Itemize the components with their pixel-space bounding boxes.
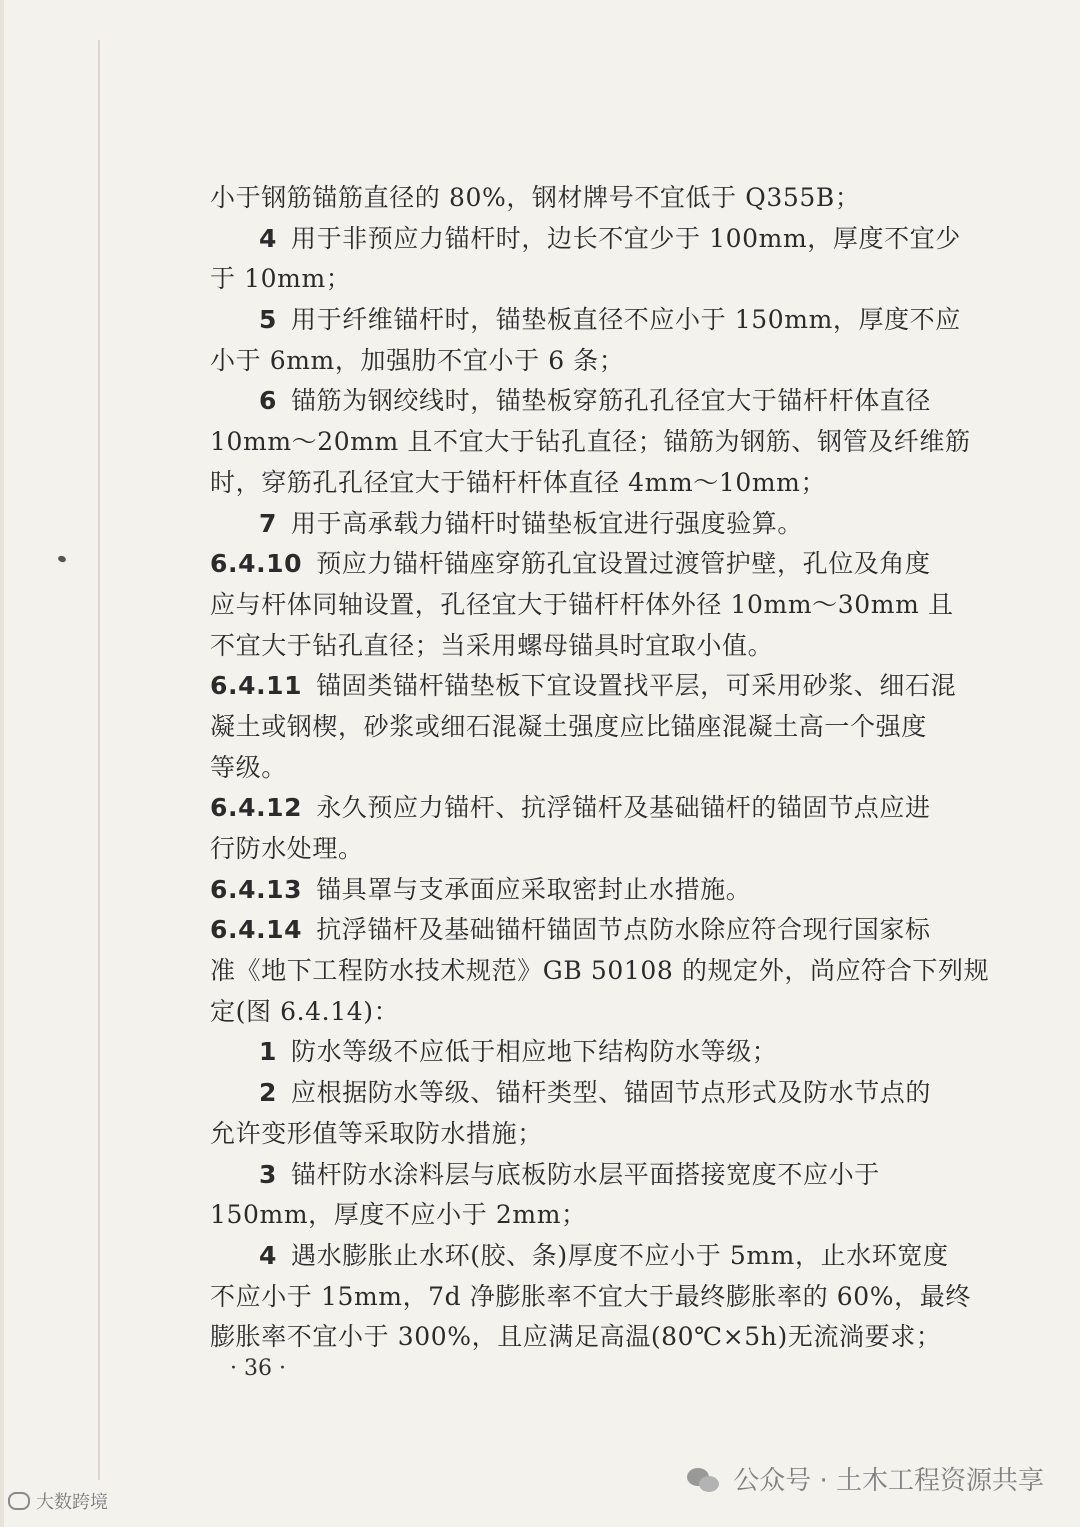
wechat-icon bbox=[687, 1464, 721, 1494]
line-text: 锚杆防水涂料层与底板防水层平面搭接宽度不应小于 bbox=[291, 1159, 880, 1189]
text-line bbox=[210, 1155, 970, 1196]
text-line bbox=[210, 1032, 970, 1073]
line-text: 防水等级不应低于相应地下结构防水等级； bbox=[291, 1037, 778, 1067]
line-text: 准《地下工程防水技术规范》GB 50108 的规定外，尚应符合下列规 bbox=[210, 956, 990, 986]
text-line bbox=[210, 504, 970, 545]
item-number: 6 bbox=[259, 386, 277, 416]
line-text: 用于高承载力锚杆时锚垫板宜进行强度验算。 bbox=[291, 508, 804, 538]
line-text: 150mm，厚度不应小于 2mm； bbox=[210, 1200, 587, 1230]
line-text: 定(图 6.4.14)： bbox=[210, 996, 400, 1026]
clause-number: 6.4.14 bbox=[210, 915, 303, 945]
corner-watermark bbox=[8, 1488, 108, 1514]
line-text: 锚筋为钢绞线时，锚垫板穿筋孔孔径宜大于锚杆杆体直径 bbox=[291, 386, 932, 416]
line-text: 用于纤维锚杆时，锚垫板直径不应小于 150mm，厚度不应 bbox=[291, 305, 961, 335]
clause-number: 6.4.13 bbox=[210, 874, 303, 904]
line-text: 凝土或钢楔，砂浆或细石混凝土强度应比锚座混凝土高一个强度 bbox=[210, 711, 927, 741]
text-line bbox=[210, 259, 970, 300]
text-line bbox=[210, 1277, 970, 1318]
text-line bbox=[210, 748, 970, 789]
text-line bbox=[210, 178, 970, 219]
line-text: 应根据防水等级、锚杆类型、锚固节点形式及防水节点的 bbox=[291, 1078, 932, 1108]
line-text: 预应力锚杆锚座穿筋孔宜设置过渡管护壁，孔位及角度 bbox=[316, 549, 931, 579]
line-text: 遇水膨胀止水环(胶、条)厚度不应小于 5mm，止水环宽度 bbox=[291, 1240, 949, 1270]
text-line bbox=[210, 870, 970, 911]
text-line bbox=[210, 544, 970, 585]
text-line bbox=[210, 1073, 970, 1114]
line-text: 应与杆体同轴设置，孔径宜大于锚杆杆体外径 10mm～30mm 且 bbox=[210, 589, 954, 619]
text-line bbox=[210, 707, 970, 748]
text-line bbox=[210, 381, 970, 422]
line-text: 于 10mm； bbox=[210, 264, 352, 294]
line-text: 等级。 bbox=[210, 752, 287, 782]
item-number: 5 bbox=[259, 305, 277, 335]
line-text: 用于非预应力锚杆时，边长不宜少于 100mm，厚度不宜少 bbox=[291, 223, 961, 253]
document-body bbox=[210, 178, 990, 1358]
item-number: 3 bbox=[259, 1159, 277, 1189]
text-line bbox=[210, 829, 970, 870]
line-text: 允许变形值等采取防水措施； bbox=[210, 1118, 543, 1148]
text-line bbox=[210, 1195, 970, 1236]
line-text: 膨胀率不宜小于 300%，且应满足高温(80℃×5h)无流淌要求； bbox=[210, 1322, 942, 1352]
clause-number: 6.4.10 bbox=[210, 549, 303, 579]
line-text: 行防水处理。 bbox=[210, 834, 364, 863]
text-line bbox=[210, 219, 970, 260]
line-text: 时，穿筋孔孔径宜大于锚杆杆体直径 4mm～10mm； bbox=[210, 467, 827, 497]
text-line bbox=[210, 666, 970, 707]
text-line bbox=[210, 626, 970, 667]
text-line bbox=[210, 1317, 970, 1358]
text-line bbox=[210, 910, 970, 951]
line-text: 不宜大于钻孔直径；当采用螺母锚具时宜取小值。 bbox=[210, 630, 774, 660]
text-line bbox=[210, 585, 970, 626]
line-text: 锚具罩与支承面应采取密封止水措施。 bbox=[316, 874, 752, 904]
item-number: 7 bbox=[259, 508, 277, 538]
item-number: 4 bbox=[259, 1240, 277, 1270]
item-number: 4 bbox=[259, 223, 277, 253]
line-text: 10mm～20mm 且不宜大于钻孔直径；锚筋为钢筋、钢管及纤维筋 bbox=[210, 427, 971, 457]
line-text: 锚固类锚杆锚垫板下宜设置找平层，可采用砂浆、细石混 bbox=[316, 671, 957, 701]
text-line bbox=[210, 992, 970, 1033]
line-text: 永久预应力锚杆、抗浮锚杆及基础锚杆的锚固节点应进 bbox=[316, 793, 931, 823]
item-number: 2 bbox=[259, 1078, 277, 1108]
text-line bbox=[210, 422, 970, 463]
page-binding-line bbox=[98, 40, 100, 1480]
watermark-text: 公众号 · 土木工程资源共享 bbox=[733, 1466, 1044, 1496]
page-edge-left bbox=[0, 0, 4, 1527]
line-text: 不应小于 15mm，7d 净膨胀率不宜大于最终膨胀率的 60%，最终 bbox=[210, 1281, 971, 1311]
text-line bbox=[210, 463, 970, 504]
watermark bbox=[687, 1460, 1044, 1497]
text-line bbox=[210, 1114, 970, 1155]
corner-watermark-text: 大数跨境 bbox=[36, 1492, 108, 1513]
item-number: 1 bbox=[259, 1037, 277, 1067]
scan-speck bbox=[57, 555, 67, 563]
text-line bbox=[210, 951, 990, 992]
clause-number: 6.4.11 bbox=[210, 671, 303, 701]
page-number: · 36 · bbox=[230, 1356, 286, 1381]
clause-number: 6.4.12 bbox=[210, 793, 303, 823]
line-text: 抗浮锚杆及基础锚杆锚固节点防水除应符合现行国家标 bbox=[316, 915, 931, 945]
text-line bbox=[210, 300, 970, 341]
text-line bbox=[210, 788, 970, 829]
line-text: 小于 6mm，加强肋不宜小于 6 条； bbox=[210, 345, 625, 375]
line-text: 小于钢筋锚筋直径的 80%，钢材牌号不宜低于 Q355B； bbox=[210, 183, 861, 212]
text-line bbox=[210, 341, 970, 382]
text-line bbox=[210, 1236, 970, 1277]
logo-icon bbox=[8, 1492, 30, 1510]
